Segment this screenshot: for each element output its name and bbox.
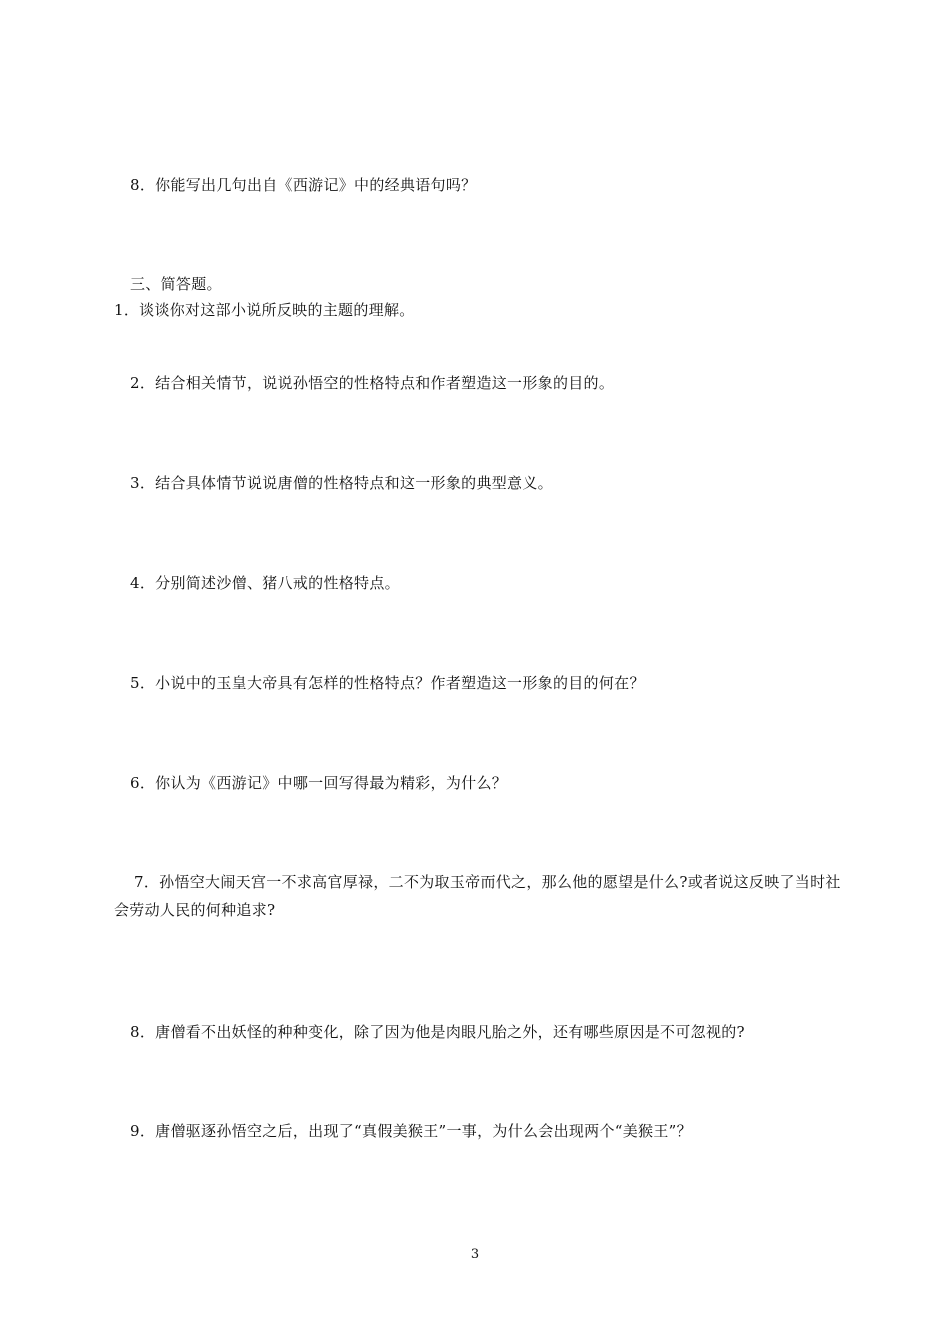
question-3-4: 4．分别简述沙僧、猪八戒的性格特点。 [130,574,400,592]
question-3-1: 1．谈谈你对这部小说所反映的主题的理解。 [114,301,415,319]
question-3-6: 6．你认为《西游记》中哪一回写得最为精彩，为什么？ [130,774,508,792]
page-number: 3 [470,1247,480,1262]
question-3-7: 7．孙悟空大闹天宫一不求高官厚禄，二不为取玉帝而代之，那么他的愿望是什么?或者说这反映了当时社会劳动人民的何种追求? [114,873,841,919]
question-3-3: 3．结合具体情节说说唐僧的性格特点和这一形象的典型意义。 [130,474,553,492]
question-3-2: 2．结合相关情节，说说孙悟空的性格特点和作者塑造这一形象的目的。 [130,374,615,392]
question-3-8: 8．唐僧看不出妖怪的种种变化，除了因为他是肉眼凡胎之外，还有哪些原因是不可忽视的? [130,1023,745,1041]
question-3-9: 9．唐僧驱逐孙悟空之后，出现了“真假美猴王”一事，为什么会出现两个“美猴王”？ [130,1122,692,1140]
question-3-5: 5．小说中的玉皇大帝具有怎样的性格特点？作者塑造这一形象的目的何在？ [130,674,645,692]
section-3-heading: 三、简答题。 [130,275,222,293]
question-2-8: 8．你能写出几句出自《西游记》中的经典语句吗？ [130,176,477,194]
